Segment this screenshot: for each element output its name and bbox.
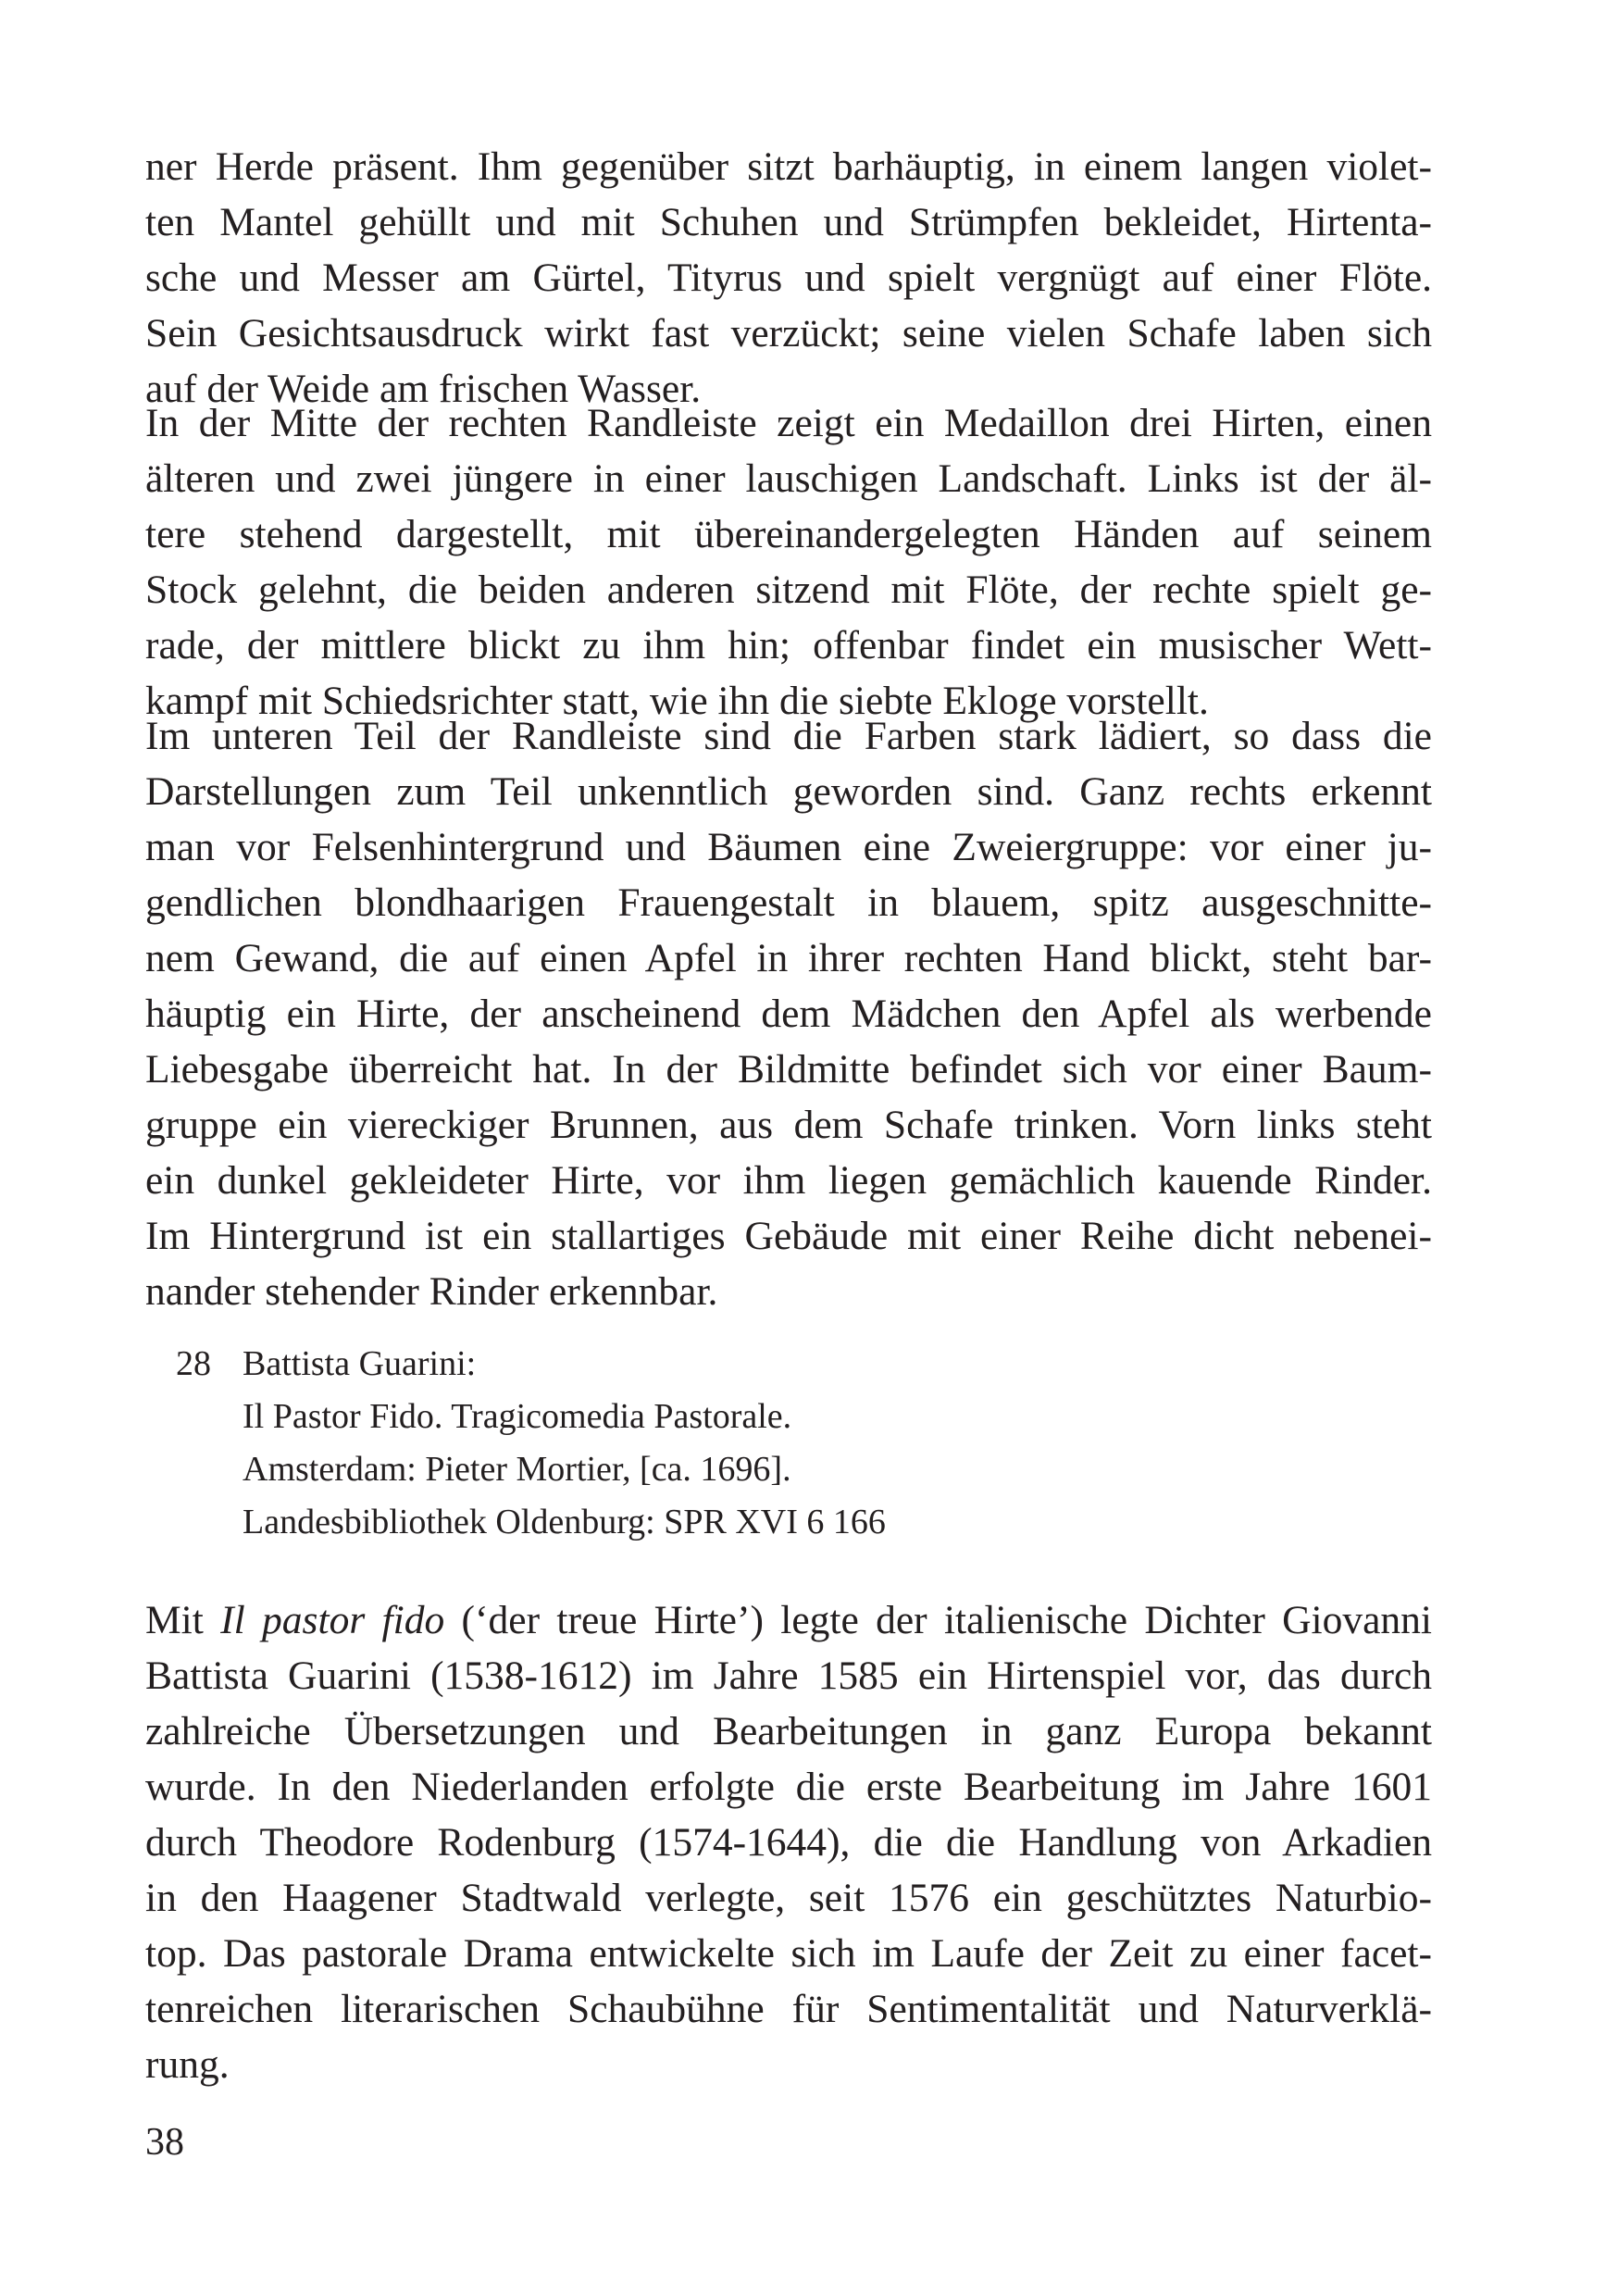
text-run: (‘der treue Hirte’) legte der italienische Dichter Giovanni xyxy=(444,1598,1433,1642)
entry-shelfmark: Landesbibliothek Oldenburg: SPR XVI 6 166 xyxy=(243,1503,886,1541)
text-line: Liebesgabe überreicht hat. In der Bildmitte befindet sich vor einer Baum- xyxy=(145,1047,1432,1092)
text-line: Battista Guarini (1538-1612) im Jahre 1585 ein Hirtenspiel vor, das durch xyxy=(145,1653,1432,1698)
entry-number: 28 xyxy=(176,1344,211,1383)
text-line: rade, der mittlere blickt zu ihm hin; offenbar findet ein musischer Wett- xyxy=(145,623,1432,668)
text-line: ein dunkel gekleideter Hirte, vor ihm liegen gemächlich kauende Rinder. xyxy=(145,1158,1432,1203)
text-line: man vor Felsenhintergrund und Bäumen eine Zweiergruppe: vor einer ju- xyxy=(145,825,1432,869)
text-line: Im Hintergrund ist ein stallartiges Gebäude mit einer Reihe dicht nebenei- xyxy=(145,1214,1432,1258)
text-line: gendlichen blondhaarigen Frauengestalt in blauem, spitz ausgeschnitte- xyxy=(145,880,1432,925)
text-line: nem Gewand, die auf einen Apfel in ihrer rechten Hand blickt, steht bar- xyxy=(145,936,1432,980)
text-line: älteren und zwei jüngere in einer lauschigen Landschaft. Links ist der äl- xyxy=(145,456,1432,501)
entry-author: Battista Guarini: xyxy=(243,1344,477,1383)
text-line: nander stehender Rinder erkennbar. xyxy=(145,1269,718,1314)
text-line: tere stehend dargestellt, mit übereinandergelegten Händen auf seinem xyxy=(145,512,1432,556)
text-line: ten Mantel gehüllt und mit Schuhen und Strümpfen bekleidet, Hirtenta- xyxy=(145,200,1432,244)
text-line: kampf mit Schiedsrichter statt, wie ihn die siebte Ekloge vorstellt. xyxy=(145,679,1209,723)
page-number: 38 xyxy=(145,2121,184,2164)
text-line: Stock gelehnt, die beiden anderen sitzend mit Flöte, der rechte spielt ge- xyxy=(145,568,1432,612)
text-line: Im unteren Teil der Randleiste sind die Farben stark lädiert, so dass die xyxy=(145,714,1432,758)
text-line: häuptig ein Hirte, der anscheinend dem Mädchen den Apfel als werbende xyxy=(145,992,1432,1036)
text-line: auf der Weide am frischen Wasser. xyxy=(145,367,702,411)
text-line: Sein Gesichtsausdruck wirkt fast verzückt; seine vielen Schafe laben sich xyxy=(145,311,1432,356)
text-line: ner Herde präsent. Ihm gegenüber sitzt barhäuptig, in einem langen violet- xyxy=(145,144,1432,189)
work-title-italic: Il pastor fido xyxy=(220,1598,445,1642)
text-line: in den Haagener Stadtwald verlegte, seit 1576 ein geschütztes Naturbio- xyxy=(145,1876,1432,1920)
entry-title: Il Pastor Fido. Tragicomedia Pastorale. xyxy=(243,1397,792,1436)
text-line: In der Mitte der rechten Randleiste zeigt ein Medaillon drei Hirten, einen xyxy=(145,401,1432,445)
text-line: top. Das pastorale Drama entwickelte sich im Laufe der Zeit zu einer facet- xyxy=(145,1931,1432,1976)
entry-imprint: Amsterdam: Pieter Mortier, [ca. 1696]. xyxy=(243,1450,791,1489)
text-line: sche und Messer am Gürtel, Tityrus und spielt vergnügt auf einer Flöte. xyxy=(145,256,1432,300)
text-line: gruppe ein viereckiger Brunnen, aus dem Schafe trinken. Vorn links steht xyxy=(145,1103,1432,1147)
text-line: wurde. In den Niederlanden erfolgte die erste Bearbeitung im Jahre 1601 xyxy=(145,1765,1432,1809)
text-line: durch Theodore Rodenburg (1574-1644), die die Handlung von Arkadien xyxy=(145,1820,1432,1865)
text-run: Mit xyxy=(145,1598,221,1642)
text-line: Darstellungen zum Teil unkenntlich geworden sind. Ganz rechts erkennt xyxy=(145,769,1432,814)
text-line: zahlreiche Übersetzungen und Bearbeitungen in ganz Europa bekannt xyxy=(145,1709,1432,1753)
text-line: rung. xyxy=(145,2042,230,2087)
text-line: tenreichen literarischen Schaubühne für Sentimentalität und Naturverklä- xyxy=(145,1987,1432,2031)
text-line xyxy=(145,1592,1432,1648)
